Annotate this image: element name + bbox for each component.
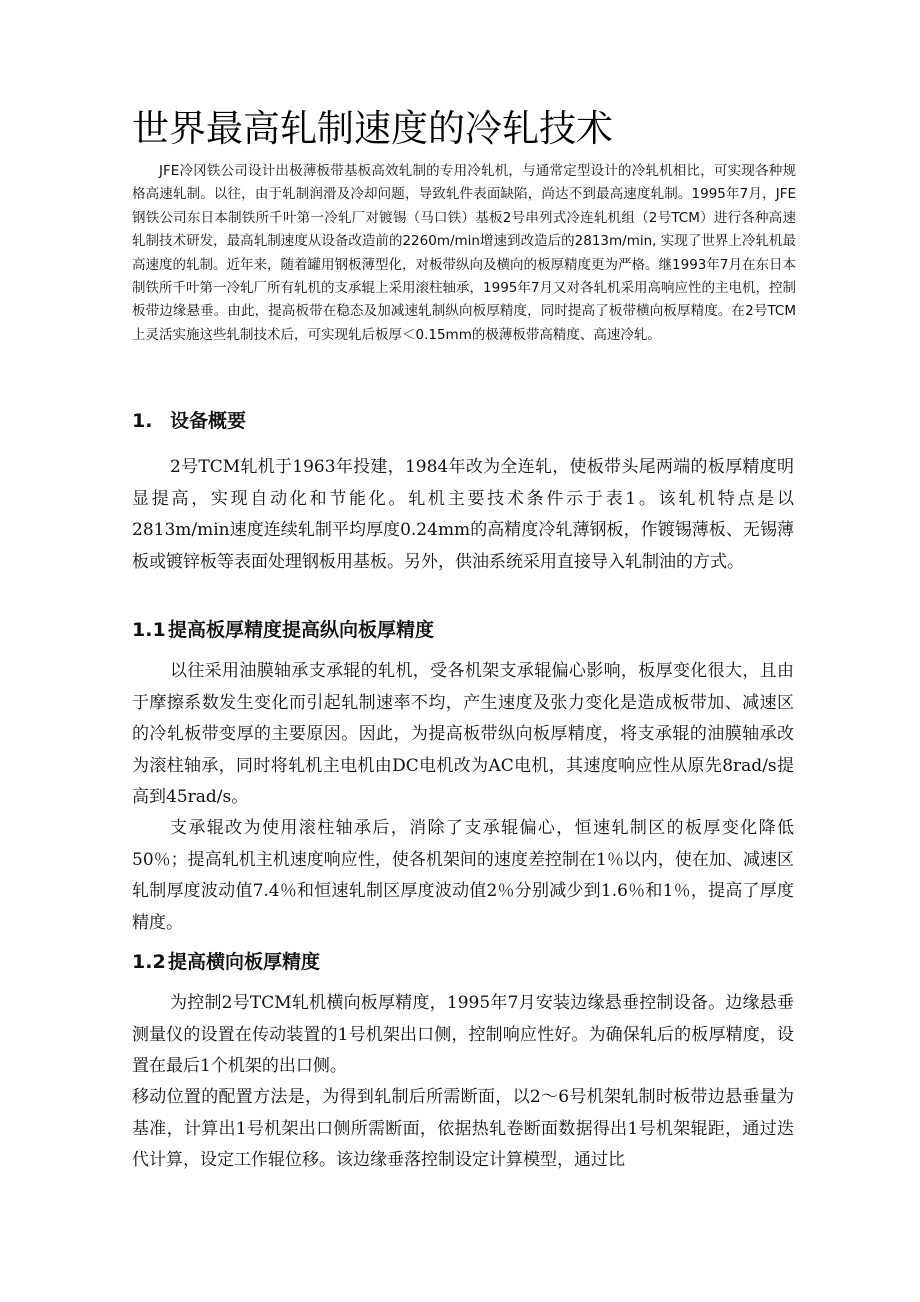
- section-1-2-heading: [132, 949, 320, 975]
- section-1-2-paragraph-2: 移动位置的配置方法是，为得到轧制后所需断面，以2～6号机架轧制时板带边悬垂量为基准，计算出1号机架出口侧所需断面，依据热轧卷断面数据得出1号机架辊距，通过迭代计算，设定工作辊位移。该边缘垂落控制设定计算模型，通过比: [132, 1087, 794, 1170]
- abstract-paragraph: JFE冷冈铁公司设计出极薄板带基板高效轧制的专用冷轧机，与通常定型设计的冷轧机相比，可实现各种规格高速轧制。以往，由于轧制润滑及冷却问题，导致轧件表面缺陷，尚达不到最高速度轧制。1995年7月，JFE钢铁公司东日本制铁所千叶第一冷轧厂对镀锡（马口铁）基板2号串列式冷连轧机组（2号TCM）进行各种高速轧制技术研发，最高轧制速度从设备改造前的2260m/min增速到改造后的2813m/min, 实现了世界上冷轧机最高速度的轧制。近年来，随着罐用钢板薄型化，对板带纵向及横向的板厚精度更为严格。继1993年7月在东日本制铁所千叶第一冷轧厂所有轧机的支承辊上采用滚柱轴承，1995年7月又对各轧机采用高响应性的主电机，控制板带边缘悬垂。由此，提高板带在稳态及加减速轧制纵向板厚精度，同时提高了板带横向板厚精度。在2号TCM上灵活实施这些轧制技术后，可实现轧后板厚＜0.15mm的极薄板带高精度、高速冷轧。: [132, 163, 796, 343]
- section-1-1-heading: [132, 617, 434, 643]
- section-1-1-number: 1.1: [132, 619, 166, 641]
- section-1-1-title: 提高板厚精度提高纵向板厚精度: [168, 619, 435, 641]
- section-1-2-title: 提高横向板厚精度: [168, 951, 321, 973]
- section-1-1-paragraph-1: 以往采用油膜轴承支承辊的轧机，受各机架支承辊偏心影响，板厚变化很大，且由于摩擦系数发生变化而引起轧制速率不均，产生速度及张力变化是造成板带加、减速区的冷轧板带变厚的主要原因。因此，为提高板带纵向板厚精度，将支承辊的油膜轴承改为滚柱轴承，同时将轧机主电机由DC电机改为AC电机，其速度响应性从原先8rad/s提高到45rad/s。: [132, 661, 794, 807]
- section-1-2-number: 1.2: [132, 951, 166, 973]
- section-1-heading: [132, 408, 246, 434]
- document-title: 世界最高轧制速度的冷轧技术: [132, 106, 613, 150]
- section-1-2-paragraph-1: 为控制2号TCM轧机横向板厚精度，1995年7月安装边缘悬垂控制设备。边缘悬垂测量仪的设置在传动装置的1号机架出口侧，控制响应性好。为确保轧后的板厚精度，设置在最后1个机架的出口侧。: [132, 993, 794, 1076]
- section-1-paragraph-1: 2号TCM轧机于1963年投建，1984年改为全连轧，使板带头尾两端的板厚精度明显提高，实现自动化和节能化。轧机主要技术条件示于表1。该轧机特点是以2813m/min速度连续轧制平均厚度0.24mm的高精度冷轧薄钢板，作镀锡薄板、无锡薄板或镀锌板等表面处理钢板用基板。另外，供油系统采用直接导入轧制油的方式。: [132, 457, 794, 572]
- section-1-number: 1.: [132, 410, 153, 432]
- section-1-title: 设备概要: [170, 410, 247, 432]
- section-1-1-paragraph-2: 支承辊改为使用滚柱轴承后，消除了支承辊偏心，恒速轧制区的板厚变化降低50％；提高轧机主机速度响应性，使各机架间的速度差控制在1％以内，使在加、减速区轧制厚度波动值7.4％和恒速轧制区厚度波动值2％分别减少到1.6％和1％，提高了厚度精度。: [132, 818, 794, 933]
